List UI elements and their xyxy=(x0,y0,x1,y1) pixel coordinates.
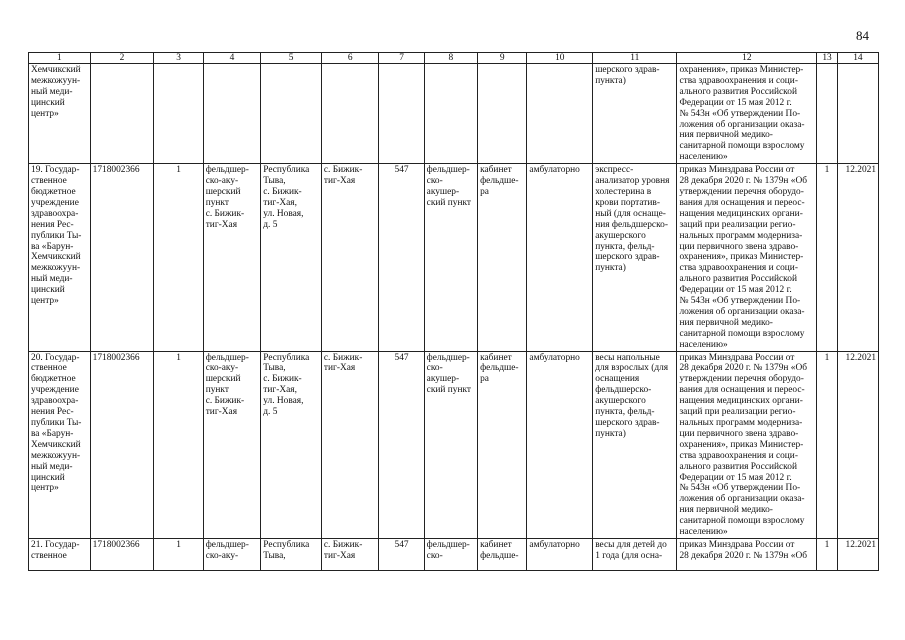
cell-institution: 20. Государ- ственное бюджетное учреждение здравоохра- нения Рес- публики Ты- ва «Барун- Хемчикский межкожуун- ный меди- цинский центр» xyxy=(29,351,91,538)
column-header: 3 xyxy=(154,53,203,64)
cell-inn: 1718002366 xyxy=(90,538,154,570)
cell-date: 12.2021 xyxy=(837,164,878,351)
cell-regulation: охранения», приказ Министер- ства здравоохранения и соци- ального развития Российской Федерации от 15 мая 2012 г. № 543н «Об утверждении По- ложения об организации оказа- ния первичной медико- санитарной помощи взрослому населению» xyxy=(677,64,817,164)
column-header: 5 xyxy=(261,53,322,64)
column-header: 13 xyxy=(817,53,838,64)
column-header: 11 xyxy=(593,53,677,64)
cell-facility-type: фельдшер- ско- xyxy=(424,538,477,570)
cell-inn xyxy=(90,64,154,164)
cell-care-mode: амбулаторно xyxy=(527,538,593,570)
cell-equipment: весы для детей до 1 года (для осна- xyxy=(593,538,677,570)
cell-regulation: приказ Минздрава России от 28 декабря 2020 г. № 1379н «Об утверждении перечня оборудо- вания для оснащения и переос- нащения медицинских органи- заций при реализации регио- нальных программ модерниза- ции первичного звена здраво- охранения», приказ Министер- ства здравоохранения и соци- ального развития Российской Федерации от 15 мая 2012 г. № 543н «Об утверждении По- ложения об организации оказа- ния первичной медико- санитарной помощи взрослому населению» xyxy=(677,351,817,538)
cell-institution: Хемчикский межкожуун- ный меди- цинский центр» xyxy=(29,64,91,164)
cell-population: 547 xyxy=(379,351,424,538)
cell-equipment: весы напольные для взрослых (для оснащения фельдшерско- акушерского пункта, фельд- шерского здрав- пункта) xyxy=(593,351,677,538)
column-header: 12 xyxy=(677,53,817,64)
cell-quantity: 1 xyxy=(817,538,838,570)
cell-care-mode: амбулаторно xyxy=(527,351,593,538)
column-header: 10 xyxy=(527,53,593,64)
column-header: 6 xyxy=(321,53,379,64)
page-number: 84 xyxy=(856,28,869,43)
cell-regulation: приказ Минздрава России от 28 декабря 2020 г. № 1379н «Об утверждении перечня оборудо- вания для оснащения и переос- нащения медицинских органи- заций при реализации регио- нальных программ модерниза- ции первичного звена здраво- охранения», приказ Министер- ства здравоохранения и соци- ального развития Российской Федерации от 15 мая 2012 г. № 543н «Об утверждении По- ложения об организации оказа- ния первичной медико- санитарной помощи взрослому населению» xyxy=(677,164,817,351)
cell-facility-type: фельдшер- ско- акушер- ский пункт xyxy=(424,351,477,538)
cell-date xyxy=(837,64,878,164)
cell-count: 1 xyxy=(154,351,203,538)
column-header: 1 xyxy=(29,53,91,64)
cell-regulation: приказ Минздрава России от 28 декабря 2020 г. № 1379н «Об xyxy=(677,538,817,570)
column-header: 14 xyxy=(837,53,878,64)
cell-population xyxy=(379,64,424,164)
cell-facility-type xyxy=(424,64,477,164)
cell-room: кабинет фельдше- ра xyxy=(478,351,527,538)
column-header: 9 xyxy=(478,53,527,64)
cell-address: Республика Тыва, с. Бижик- тиг-Хая, ул. Новая, д. 5 xyxy=(261,164,322,351)
cell-locality: с. Бижик- тиг-Хая xyxy=(321,538,379,570)
cell-quantity xyxy=(817,64,838,164)
cell-date: 12.2021 xyxy=(837,538,878,570)
cell-inn: 1718002366 xyxy=(90,164,154,351)
column-header: 8 xyxy=(424,53,477,64)
cell-room: кабинет фельдше- ра xyxy=(478,164,527,351)
cell-quantity: 1 xyxy=(817,351,838,538)
cell-institution: 19. Государ- ственное бюджетное учреждение здравоохра- нения Рес- публики Ты- ва «Барун- Хемчикский межкожуун- ный меди- цинский центр» xyxy=(29,164,91,351)
cell-room: кабинет фельдше- xyxy=(478,538,527,570)
cell-count xyxy=(154,64,203,164)
cell-inn: 1718002366 xyxy=(90,351,154,538)
cell-unit: фельдшер- ско-аку- шерский пункт с. Бижик- тиг-Хая xyxy=(203,164,261,351)
cell-locality: с. Бижик- тиг-Хая xyxy=(321,164,379,351)
cell-address: Республика Тыва, с. Бижик- тиг-Хая, ул. Новая, д. 5 xyxy=(261,351,322,538)
cell-population: 547 xyxy=(379,538,424,570)
equipment-table xyxy=(28,52,879,571)
cell-count: 1 xyxy=(154,164,203,351)
cell-count: 1 xyxy=(154,538,203,570)
column-number-row xyxy=(29,53,879,64)
cell-care-mode: амбулаторно xyxy=(527,164,593,351)
cell-room xyxy=(478,64,527,164)
cell-institution: 21. Государ- ственное xyxy=(29,538,91,570)
cell-unit: фельдшер- ско-аку- шерский пункт с. Бижик- тиг-Хая xyxy=(203,351,261,538)
table-row xyxy=(29,164,879,351)
cell-locality: с. Бижик- тиг-Хая xyxy=(321,351,379,538)
cell-care-mode xyxy=(527,64,593,164)
cell-date: 12.2021 xyxy=(837,351,878,538)
cell-equipment: шерского здрав- пункта) xyxy=(593,64,677,164)
table-row-continuation xyxy=(29,64,879,164)
cell-equipment: экспресс- анализатор уровня холестерина в крови портатив- ный (для оснаще- ния фельдшерско- акушерского пункта, фельд- шерского здрав- пункта) xyxy=(593,164,677,351)
table-row xyxy=(29,538,879,570)
cell-quantity: 1 xyxy=(817,164,838,351)
cell-unit xyxy=(203,64,261,164)
column-header: 2 xyxy=(90,53,154,64)
column-header: 4 xyxy=(203,53,261,64)
table-row xyxy=(29,351,879,538)
column-header: 7 xyxy=(379,53,424,64)
cell-facility-type: фельдшер- ско- акушер- ский пункт xyxy=(424,164,477,351)
cell-locality xyxy=(321,64,379,164)
cell-unit: фельдшер- ско-аку- xyxy=(203,538,261,570)
cell-address: Республика Тыва, xyxy=(261,538,322,570)
cell-address xyxy=(261,64,322,164)
cell-population: 547 xyxy=(379,164,424,351)
